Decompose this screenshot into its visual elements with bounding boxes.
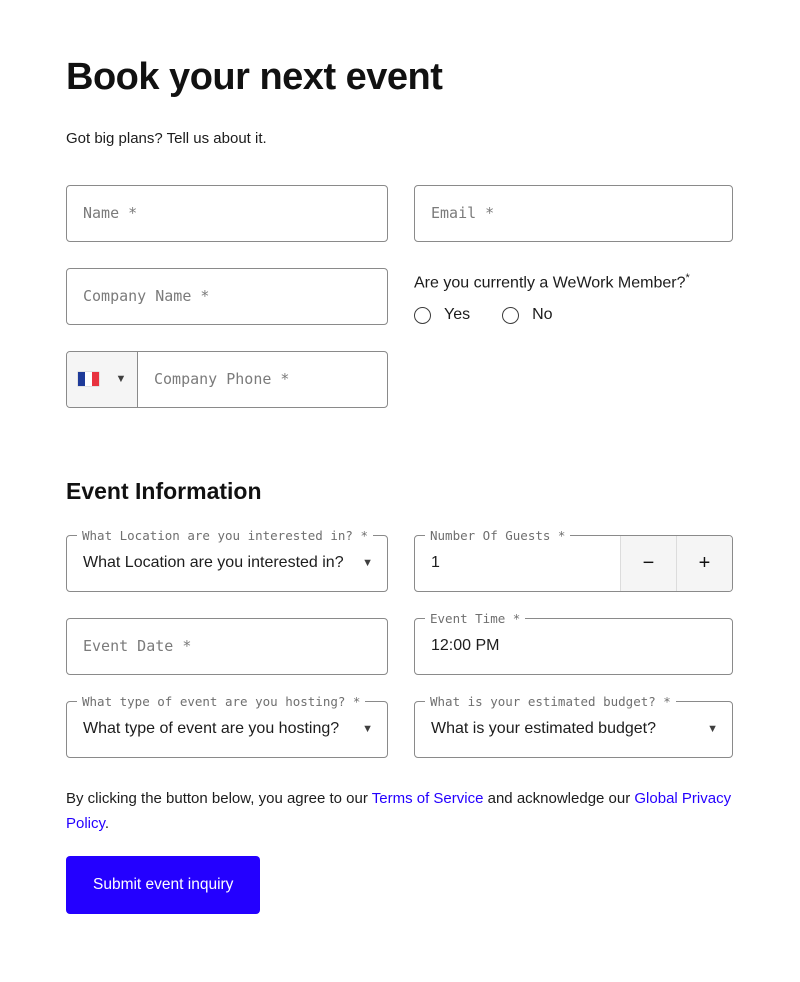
member-question-group bbox=[414, 268, 733, 324]
event-type-select[interactable] bbox=[66, 693, 388, 758]
chevron-down-icon: ▼ bbox=[362, 722, 373, 735]
form-row-3 bbox=[66, 351, 734, 408]
company-phone-field bbox=[66, 351, 388, 408]
submit-button[interactable]: Submit event inquiry bbox=[66, 856, 260, 914]
member-yes-label[interactable]: Yes bbox=[444, 306, 471, 324]
legal-text: By clicking the button below, you agree to our Terms of Service and acknowledge our Global Privacy Policy. bbox=[66, 789, 732, 832]
budget-select[interactable] bbox=[414, 693, 733, 758]
privacy-policy-link[interactable]: Global Privacy Policy bbox=[66, 789, 732, 832]
location-label: What Location are you interested in? * bbox=[77, 527, 373, 544]
location-select[interactable] bbox=[66, 527, 388, 592]
form-row-2 bbox=[66, 268, 734, 325]
event-type-select-value: What type of event are you hosting? bbox=[83, 720, 340, 738]
budget-label: What is your estimated budget? * bbox=[425, 693, 676, 710]
guests-decrement-button[interactable]: − bbox=[620, 536, 676, 591]
company-name-input[interactable] bbox=[67, 269, 387, 324]
page-title: Book your next event bbox=[66, 56, 443, 98]
email-field bbox=[414, 185, 733, 242]
email-input[interactable] bbox=[415, 186, 732, 241]
member-no-label[interactable]: No bbox=[532, 306, 553, 324]
event-date-input[interactable] bbox=[67, 619, 387, 674]
member-yes-radio[interactable] bbox=[414, 307, 431, 324]
company-phone-input[interactable] bbox=[138, 352, 387, 407]
name-field bbox=[66, 185, 388, 242]
chevron-down-icon: ▼ bbox=[707, 722, 718, 735]
chevron-down-icon: ▼ bbox=[362, 556, 373, 569]
company-name-field bbox=[66, 268, 388, 325]
name-input[interactable] bbox=[67, 186, 387, 241]
terms-of-service-link[interactable]: Terms of Service bbox=[371, 789, 484, 807]
phone-country-selector[interactable] bbox=[67, 352, 138, 407]
france-flag-icon bbox=[78, 372, 99, 386]
budget-select-value: What is your estimated budget? bbox=[431, 720, 657, 738]
page-subtitle: Got big plans? Tell us about it. bbox=[66, 129, 267, 147]
chevron-down-icon: ▼ bbox=[115, 372, 127, 385]
form-row-5 bbox=[66, 610, 734, 675]
event-date-field bbox=[66, 618, 388, 675]
member-question: Are you currently a WeWork Member?* bbox=[414, 271, 690, 292]
guests-stepper bbox=[620, 536, 732, 591]
event-time-label: Event Time * bbox=[425, 610, 525, 627]
required-asterisk: * bbox=[685, 271, 690, 284]
member-radio-row bbox=[414, 306, 733, 324]
guests-field bbox=[414, 527, 733, 592]
location-select-value: What Location are you interested in? bbox=[83, 554, 344, 572]
event-information-heading: Event Information bbox=[66, 477, 262, 504]
form-row-1 bbox=[66, 185, 734, 242]
form-row-4 bbox=[66, 527, 734, 592]
event-time-field bbox=[414, 610, 733, 675]
member-no-radio[interactable] bbox=[502, 307, 519, 324]
event-time-input[interactable] bbox=[415, 619, 732, 674]
guests-label: Number Of Guests * bbox=[425, 527, 570, 544]
guests-increment-button[interactable]: + bbox=[676, 536, 732, 591]
event-type-label: What type of event are you hosting? * bbox=[77, 693, 365, 710]
form-row-6 bbox=[66, 693, 734, 758]
